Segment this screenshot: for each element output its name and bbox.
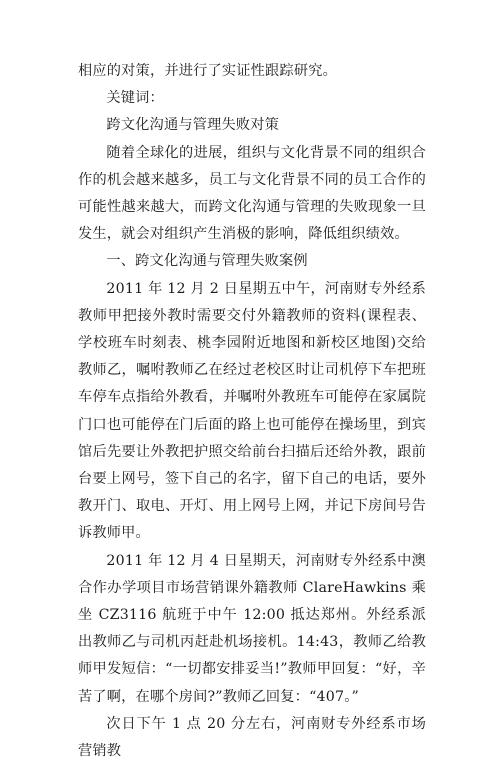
document-body bbox=[78, 58, 426, 765]
case-paragraph-1: 2011 年 12 月 2 日星期五中午，河南财专外经系教师甲把接外教时需要交付外籍教师的资料(课程表、学校班车时刻表、桃李园附近地图和新校区地图)交给教师乙，嘱咐教师乙在经过老校区时让司机停下车把班车停车点指给外教看，并嘱咐外教班车可能停在家属院门口也可能停在门后面的路上也可能停在操场里，到宾馆后先要让外教把护照交给前台扫描后还给外教，跟前台要上网号，签下自己的名字，留下自己的电话，要外教开门、取电、开灯、用上网号上网，并记下房间号告诉教师甲。 bbox=[78, 280, 426, 542]
case-paragraph-3: 次日下午 1 点 20 分左右，河南财专外经系市场营销教 bbox=[78, 715, 426, 760]
paragraph-continuation: 相应的对策，并进行了实证性跟踪研究。 bbox=[78, 63, 337, 79]
keywords-label: 关键词： bbox=[106, 90, 164, 107]
intro-paragraph: 随着全球化的进展，组织与文化背景不同的组织合作的机会越来越多，员工与文化背景不同的员工合作的可能性越来越大，而跨文化沟通与管理的失败现象一旦发生，就会对组织产生消极的影响，降低组织绩效。 bbox=[78, 144, 426, 243]
case-paragraph-2: 2011 年 12 月 4 日星期天，河南财专外经系中澳合作办学项目市场营销课外籍教师 ClareHawkins 乘坐 CZ3116 航班于中午 12:00 抵达郑州。外经系派出教师乙与司机丙赶赴机场接机。14:43，教师乙给教师甲发短信：“一切都安排妥当!”教师甲回复：“好，辛苦了啊，在哪个房间?”教师乙回复：“407。” bbox=[78, 552, 426, 705]
section-heading: 一、跨文化沟通与管理失败案例 bbox=[106, 253, 308, 270]
keywords-value: 跨文化沟通与管理失败对策 bbox=[106, 117, 280, 134]
